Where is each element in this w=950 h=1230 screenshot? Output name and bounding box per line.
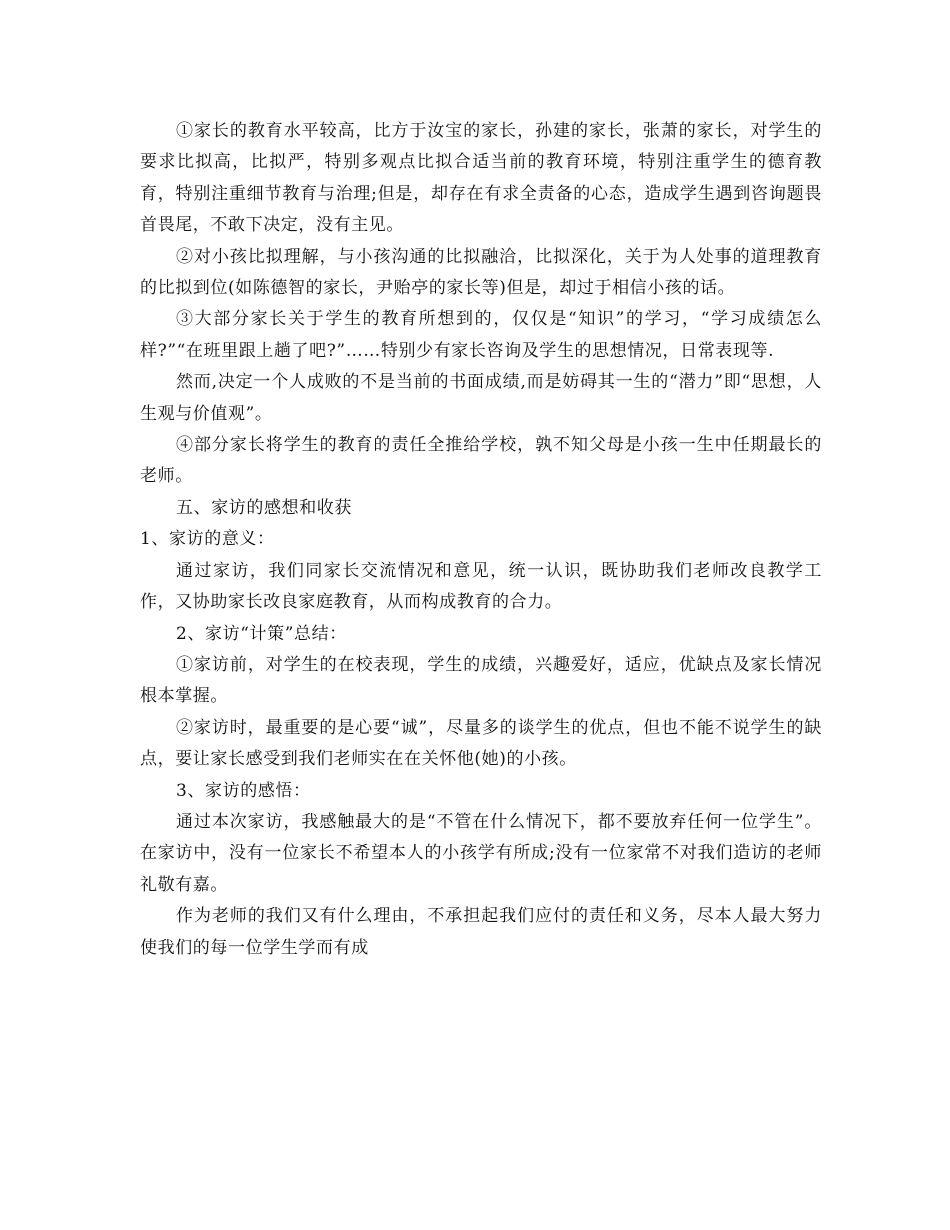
paragraph-parent-type-1: ①家长的教育水平较高，比方于汝宝的家长，孙建的家长，张萧的家长，对学生的要求比拟高，比拟严，特别多观点比拟合适当前的教育环境，特别注重学生的德育教育，特别注重细节教育与治理;但是，却存在有求全责备的心态，造成学生遇到咨询题畏首畏尾，不敢下决定，没有主见。: [140, 121, 822, 236]
paragraph-strategy-2: ②家访时，最重要的是心要“诚”，尽量多的谈学生的优点，但也不能不说学生的缺点，要让家长感受到我们老师实在在关怀他(她)的小孩。: [140, 717, 822, 770]
paragraph-reflection-2: 作为老师的我们又有什么理由，不承担起我们应付的责任和义务，尽本人最大努力使我们的每一位学生学而有成: [140, 906, 822, 958]
paragraph-parent-type-2: ②对小孩比拟理解，与小孩沟通的比拟融洽，比拟深化，关于为人处事的道理教育的比拟到位(如陈德智的家长，尹贻亭的家长等)但是，却过于相信小孩的话。: [140, 246, 822, 299]
paragraph-potential: 然而,决定一个人成败的不是当前的书面成绩,而是妨碍其一生的“潜力”即“思想，人生观与价值观”。: [140, 372, 822, 424]
subheading-reflection: 3、家访的感悟：: [176, 780, 311, 801]
subheading-significance: 1、家访的意义：: [140, 529, 275, 550]
section-heading-5: 五、家访的感想和收获: [176, 497, 352, 518]
document-body: [140, 116, 822, 964]
paragraph-parent-type-4: ④部分家长将学生的教育的责任全推给学校，孰不知父母是小孩一生中任期最长的老师。: [140, 435, 822, 487]
paragraph-significance: 通过家访，我们同家长交流情况和意见，统一认识，既协助我们老师改良教学工作，又协助家长改良家庭教育，从而构成教育的合力。: [140, 560, 822, 613]
subheading-strategy: 2、家访“计策”总结：: [176, 623, 347, 644]
paragraph-parent-type-3: ③大部分家长关于学生的教育所想到的，仅仅是“知识”的学习，“学习成绩怎么样?”“在班里跟上趟了吧?”……特别少有家长咨询及学生的思想情况，日常表现等.: [140, 309, 822, 361]
paragraph-reflection-1: 通过本次家访，我感触最大的是“不管在什么情况下，都不要放弃任何一位学生”。在家访中，没有一位家长不希望本人的小孩学有所成;没有一位家常不对我们造访的老师礼敬有嘉。: [140, 811, 822, 895]
paragraph-strategy-1: ①家访前，对学生的在校表现，学生的成绩，兴趣爱好，适应，优缺点及家长情况根本掌握。: [140, 654, 822, 707]
